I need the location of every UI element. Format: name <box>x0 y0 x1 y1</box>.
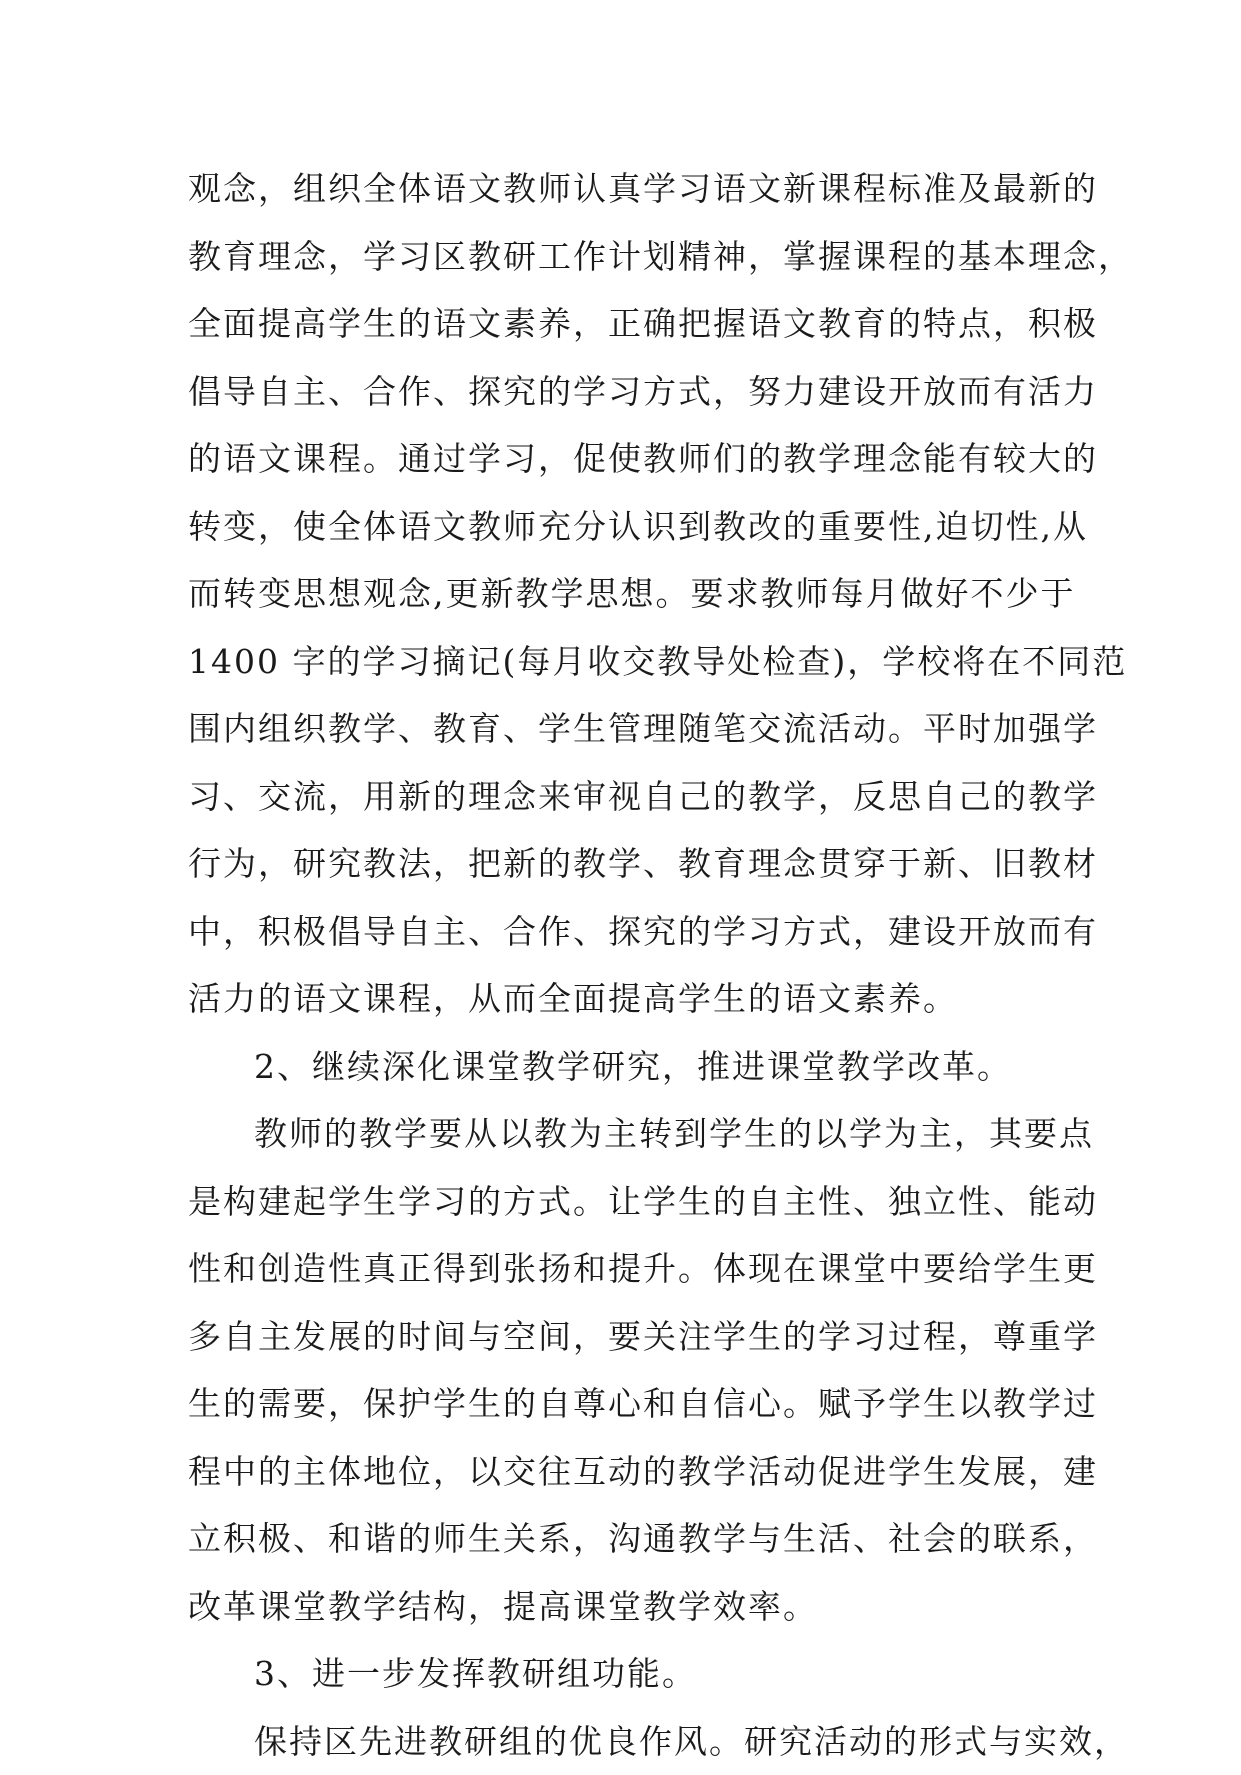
text-line: 性和创造性真正得到张扬和提升。体现在课堂中要给学生更 <box>188 1235 1068 1303</box>
text-line: 观念，组织全体语文教师认真学习语文新课程标准及最新的 <box>188 155 1068 223</box>
text-line: 转变，使全体语文教师充分认识到教改的重要性,迫切性,从 <box>188 493 1068 561</box>
text-line: 1400 字的学习摘记(每月收交教导处检查)，学校将在不同范 <box>188 628 1068 696</box>
text-line: 全面提高学生的语文素养，正确把握语文教育的特点，积极 <box>188 290 1068 358</box>
text-line: 程中的主体地位，以交往互动的教学活动促进学生发展，建 <box>188 1438 1068 1506</box>
text-line: 教育理念，学习区教研工作计划精神，掌握课程的基本理念， <box>188 223 1068 291</box>
body-text <box>188 155 1068 1775</box>
text-line: 改革课堂教学结构，提高课堂教学效率。 <box>188 1573 1068 1641</box>
text-line: 的语文课程。通过学习，促使教师们的教学理念能有较大的 <box>188 425 1068 493</box>
text-line: 习、交流，用新的理念来审视自己的教学，反思自己的教学 <box>188 763 1068 831</box>
text-line: 而转变思想观念,更新教学思想。要求教师每月做好不少于 <box>188 560 1068 628</box>
text-line: 生的需要，保护学生的自尊心和自信心。赋予学生以教学过 <box>188 1370 1068 1438</box>
text-line: 中，积极倡导自主、合作、探究的学习方式，建设开放而有 <box>188 898 1068 966</box>
text-line: 行为，研究教法，把新的教学、教育理念贯穿于新、旧教材 <box>188 830 1068 898</box>
section-heading-2: 2、继续深化课堂教学研究，推进课堂教学改革。 <box>188 1033 1068 1101</box>
text-line: 立积极、和谐的师生关系，沟通教学与生活、社会的联系， <box>188 1505 1068 1573</box>
text-line: 是构建起学生学习的方式。让学生的自主性、独立性、能动 <box>188 1168 1068 1236</box>
section-heading-3: 3、进一步发挥教研组功能。 <box>188 1640 1068 1708</box>
text-line: 活力的语文课程，从而全面提高学生的语文素养。 <box>188 965 1068 1033</box>
text-line: 围内组织教学、教育、学生管理随笔交流活动。平时加强学 <box>188 695 1068 763</box>
paragraph-first-line: 教师的教学要从以教为主转到学生的以学为主，其要点 <box>188 1100 1068 1168</box>
text-line: 多自主发展的时间与空间，要关注学生的学习过程，尊重学 <box>188 1303 1068 1371</box>
text-line: 倡导自主、合作、探究的学习方式，努力建设开放而有活力 <box>188 358 1068 426</box>
paragraph-first-line: 保持区先进教研组的优良作风。研究活动的形式与实效， <box>188 1708 1068 1775</box>
